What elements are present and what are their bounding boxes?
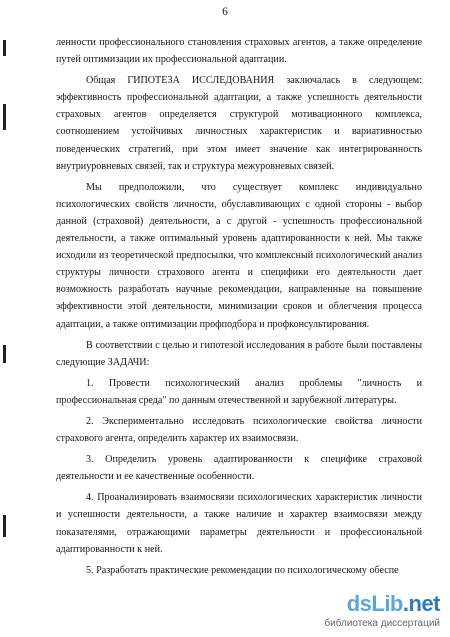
paragraph-hypothesis: Общая ГИПОТЕЗА ИССЛЕДОВАНИЯ заключалась в следующем: эффективность профессиональной адаптации, а также успешность деятельности страховых агентов определяется структурой мотивационного комплекса, соотношением устойчивых личностных характеристик и вариативностью поведенческих стратегий, при этом имеет значение как интегрированность внутриуровневых связей, так и структура межуровневых связей.: [56, 75, 422, 172]
paragraph-tasks-intro: В соответствии с целью и гипотезой исследования в работе были поставлены следующие ЗАДАЧИ:: [56, 339, 422, 368]
task-item-4: 4. Проанализировать взаимосвязи психологических характеристик личности и успешности деятельности, а также наличие и характер взаимосвязи между показателями, отражающими параметры деятельности и профессиональной адаптированности к ней.: [56, 492, 422, 555]
dslib-subtitle: библиотека диссертаций: [324, 618, 440, 629]
dslib-watermark[interactable]: [294, 591, 444, 633]
task-item-3: 3. Определить уровень адаптированности к специфике страховой деятельности и ее качественные особенности.: [56, 454, 422, 483]
page-number: 6: [222, 6, 228, 18]
paragraph-continuation: ленности профессионального становления страховых агентов, а также определение путей оптимизации их профессиональной адаптации.: [56, 37, 422, 66]
paragraph-assumption: Мы предположили, что существует комплекс индивидуально психологических свойств личности, обуславливающих с одной стороны - выбор данной (страховой) деятельности, а с другой - успешность профессиональной деятельности, а также оптимальный уровень адаптированности к ней. Мы также исходили из теоретической предпосылки, что комплексный психологический анализ структуры личности страхового агента и специфики его деятельности дает возможность разработать научные рекомендации, направленные на повышение эффективности этой деятельности, минимизации сроков и облегчения процесса адаптации, а также оптимизации профподбора и профконсультирования.: [56, 181, 422, 330]
body-text: [56, 34, 422, 583]
scan-artifact: [3, 345, 6, 363]
scan-artifact: [3, 104, 6, 130]
dslib-logo: dsLib.net: [346, 591, 440, 616]
task-item-5: 5. Разработать практические рекомендации по психологическому обеспе: [86, 564, 399, 576]
scan-artifact: [3, 515, 6, 537]
task-item-1: 1. Провести психологический анализ проблемы "личность и профессиональная среда" по данным отечественной и зарубежной литературы.: [56, 377, 422, 406]
task-item-2: 2. Экспериментально исследовать психологические свойства личности страхового агента, определить характер их взаимосвязи.: [56, 415, 422, 445]
scan-artifact: [3, 40, 6, 56]
